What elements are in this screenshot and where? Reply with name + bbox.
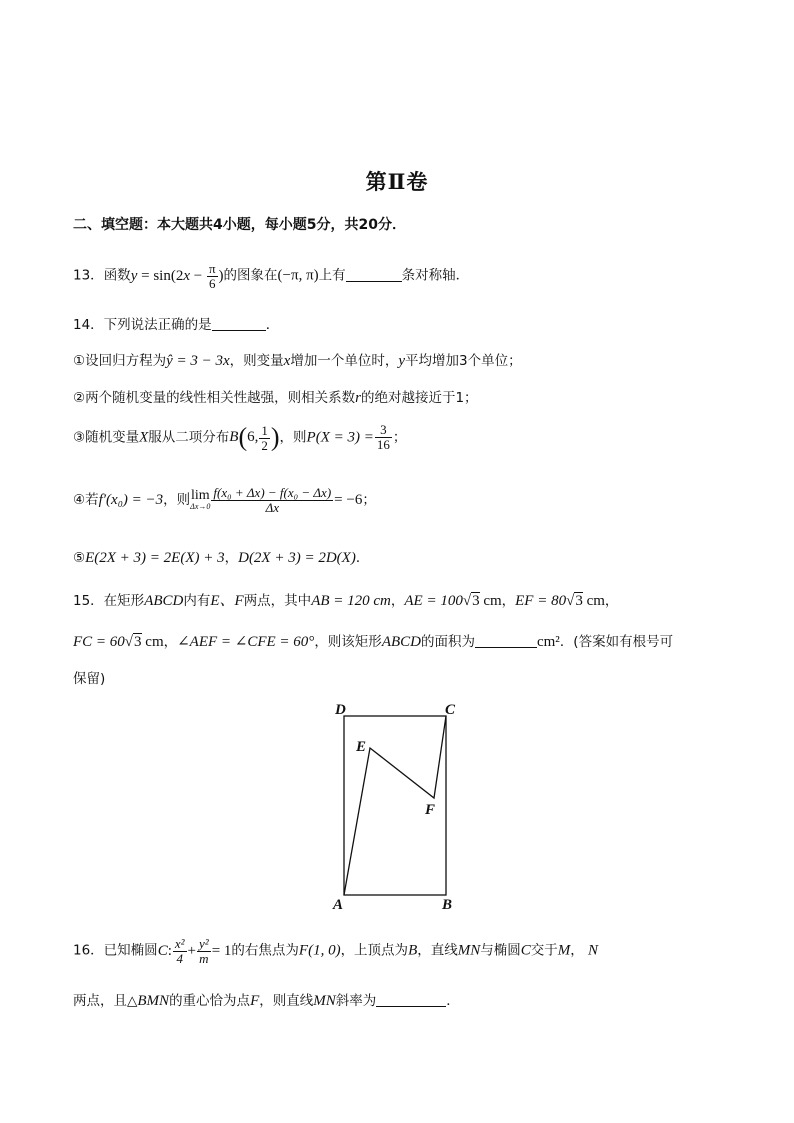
s3-p-num: 1 <box>261 422 268 438</box>
q16-triangle-bmn: BMN <box>137 993 170 1009</box>
q15-ef: EF = 80 <box>515 593 567 609</box>
s3-text-a: ③随机变量 <box>73 429 140 446</box>
q16-t1: 16．已知椭圆 <box>73 942 158 959</box>
question-14-stem <box>73 313 279 333</box>
s5-text-b: ， <box>224 550 239 566</box>
s3-param-p <box>259 424 270 452</box>
label-f: F <box>425 802 436 818</box>
q14-statement-1 <box>73 349 522 370</box>
section-header: 二、填空题：本大题共4小题，每小题5分，共20分． <box>73 217 406 233</box>
q15-ae-unit: cm <box>483 593 502 609</box>
q13-fraction <box>207 262 218 290</box>
q16-eq1: = 1 <box>211 942 232 959</box>
q15-abcd-2: ABCD <box>381 634 421 650</box>
q16-point-m: M <box>557 942 571 959</box>
s4-limit <box>190 489 210 511</box>
s1-text-d: 平均增加3个单位； <box>405 353 522 369</box>
q16-colon: : <box>167 942 172 959</box>
q16-point-n: N <box>588 942 599 959</box>
q15-ef-unit: cm <box>586 593 605 609</box>
q16-ellipse-c: C <box>157 942 168 959</box>
q15-line-2: FC = 60√3 cm，∠AEF = ∠CFE = 60°，则该矩形ABCD的面积为 cm²．(答案如有根号可 <box>73 634 674 650</box>
s2-text-a: ②两个随机变量的线性相关性越强，则相关系数 <box>73 390 356 406</box>
q16-x2: x² <box>174 936 185 951</box>
q15-ef-points: E、F <box>210 593 244 609</box>
q15-line-3: 保留) <box>73 671 106 687</box>
s4-result: = −6 <box>334 492 363 509</box>
s4-text-a: ④若 <box>73 492 99 509</box>
s3-p-den: 2 <box>261 437 268 453</box>
q14-statement-2 <box>73 386 478 407</box>
q16-t8: 两点，且△ <box>73 993 138 1009</box>
s5-text-a: ⑤ <box>73 550 86 566</box>
q16-line-1 <box>73 937 598 965</box>
s3-res-den: 16 <box>376 436 390 452</box>
q16-t12: ． <box>446 993 460 1009</box>
q14-statement-3: ③随机变量X服从二项分布B(6, $\frac{1}{2}$ )，则P(X = 3) = $\frac{3}{16}$ ； <box>73 422 407 453</box>
s3-text-d: ； <box>392 429 407 446</box>
q16-x2-den: 4 <box>176 950 183 966</box>
s4-text-b: ，则 <box>163 492 191 509</box>
page-title: 第Ⅱ卷 <box>365 169 429 194</box>
label-b: B <box>442 897 453 913</box>
q16-focus: F(1, 0) <box>298 942 341 959</box>
q16-ellipse-c2: C <box>520 942 531 959</box>
q14-stem-end: ． <box>265 317 280 333</box>
q16-t3: ，上顶点为 <box>340 942 409 959</box>
s1-text-b: ，则变量 <box>229 353 284 369</box>
q13-func-d: − <box>190 267 206 284</box>
q14-answer-blank[interactable] <box>212 316 266 331</box>
q16-answer-blank[interactable] <box>376 992 446 1007</box>
q13-answer-blank[interactable] <box>346 267 402 282</box>
q15-ef-radicand: 3 <box>575 593 583 609</box>
q13-frac-num: π <box>208 261 216 276</box>
q16-t4: ，直线 <box>417 942 458 959</box>
q13-func-e: ) <box>218 267 224 284</box>
s2-text-b: 的绝对越接近于1； <box>360 390 478 406</box>
s4-condition: f′(x₀) = −3 <box>98 492 164 509</box>
s5-eq1: E(2X + 3) = 2E(X) + 3 <box>85 550 225 566</box>
q15-abcd: ABCD <box>144 593 184 609</box>
q16-x-term <box>173 937 187 965</box>
q13-post1: 上有 <box>318 267 346 284</box>
q16-y2-den: m <box>199 950 209 966</box>
s1-var-x: x <box>283 353 291 369</box>
q15-t3: 两点，其中 <box>243 593 312 609</box>
q13-func-c: x <box>183 267 190 284</box>
s1-text-c: 增加一个单位时， <box>290 353 399 369</box>
q16-t2: 的右焦点为 <box>231 942 299 959</box>
q15-t7: ， <box>163 634 178 650</box>
label-d: D <box>335 702 346 718</box>
q13-func-a: y <box>130 267 138 284</box>
s3-probability: P(X = 3) = <box>306 429 374 446</box>
q15-t9: 的面积为 <box>420 634 475 650</box>
q16-t9: 的重心恰为点 <box>169 993 251 1009</box>
q16-y2: y² <box>199 936 209 951</box>
q14-statement-4 <box>73 486 376 514</box>
q16-t6: 交于 <box>530 942 558 959</box>
q15-fc-unit: cm <box>145 634 164 650</box>
q13-pre: 函数 <box>103 267 131 284</box>
label-e: E <box>356 739 367 755</box>
s5-eq2: D(2X + 3) = 2D(X) <box>238 550 356 566</box>
q15-t5: ， <box>501 593 516 609</box>
q15-line-1: 15．在矩形ABCD内有E、F两点，其中AB = 120 cm，AE = 100√3 cm，EF = 80√3 cm， <box>73 593 619 609</box>
s4-text-c: ； <box>362 492 376 509</box>
q14-stem-text: 14．下列说法正确的是 <box>73 317 212 333</box>
q15-fc-radicand: 3 <box>134 634 142 650</box>
q15-t10: ．(答案如有根号可 <box>559 634 674 650</box>
s3-text-b: 服从二项分布 <box>148 429 230 446</box>
q13-frac-den: 6 <box>209 275 216 291</box>
s3-var-x: X <box>139 429 149 446</box>
q16-t5: 与椭圆 <box>480 942 521 959</box>
q15-angles: ∠AEF = ∠CFE = 60° <box>177 634 315 650</box>
q16-point-f: F <box>250 993 260 1009</box>
rectangle-figure <box>330 698 460 914</box>
q15-t8: ，则该矩形 <box>314 634 382 650</box>
s4-frac-den: Δx <box>265 499 279 515</box>
q15-t4: ， <box>390 593 405 609</box>
s5-text-c: ． <box>355 550 370 566</box>
s4-lim-sub: Δx→0 <box>190 502 211 512</box>
label-a: A <box>333 897 344 913</box>
s4-fraction <box>211 486 333 514</box>
s3-res-num: 3 <box>375 423 392 438</box>
q15-fc: FC = 60 <box>73 634 125 650</box>
question-13 <box>73 262 469 290</box>
s3-result <box>375 423 392 451</box>
q15-ab: AB = 120 cm <box>311 593 391 609</box>
q15-ae: AE = 100 <box>404 593 463 609</box>
s1-text-a: ①设回归方程为 <box>73 353 167 369</box>
s3-param-n: 6, <box>247 429 259 446</box>
q16-line-2 <box>73 989 460 1010</box>
q16-vertex-b: B <box>408 942 418 959</box>
s3-dist-b: B <box>229 429 239 446</box>
q15-ae-radicand: 3 <box>472 593 480 609</box>
q16-y-term <box>197 937 211 965</box>
label-c: C <box>445 702 456 718</box>
s2-var-r: r <box>355 390 361 406</box>
s1-equation: ŷ = 3 − 3x <box>166 353 230 369</box>
q13-post2: 条对称轴． <box>401 267 470 284</box>
q15-answer-blank[interactable] <box>475 633 537 648</box>
q15-unit: cm² <box>536 634 560 650</box>
s4-frac-num: f(x₀ + Δx) − f(x₀ − Δx) <box>213 485 332 500</box>
q16-t11: 斜率为 <box>335 993 377 1009</box>
q13-number: 13． <box>73 267 104 284</box>
q13-interval: (−π, π) <box>277 267 319 284</box>
q16-t7: ， <box>570 942 584 959</box>
q15-t1: 15．在矩形 <box>73 593 145 609</box>
q16-line-mn-2: MN <box>313 993 336 1009</box>
s3-text-c: ，则 <box>279 429 307 446</box>
q13-func-b: = sin(2 <box>137 267 184 284</box>
q14-statement-5 <box>73 546 369 567</box>
q15-t6: ， <box>604 593 619 609</box>
s1-var-y: y <box>398 353 406 369</box>
q13-mid: 的图象在 <box>223 267 278 284</box>
q16-line-mn: MN <box>457 942 481 959</box>
q16-t10: ，则直线 <box>259 993 314 1009</box>
q16-plus: + <box>187 942 197 959</box>
q15-t2: 内有 <box>183 593 211 609</box>
s4-lim-word: lim <box>190 488 210 504</box>
